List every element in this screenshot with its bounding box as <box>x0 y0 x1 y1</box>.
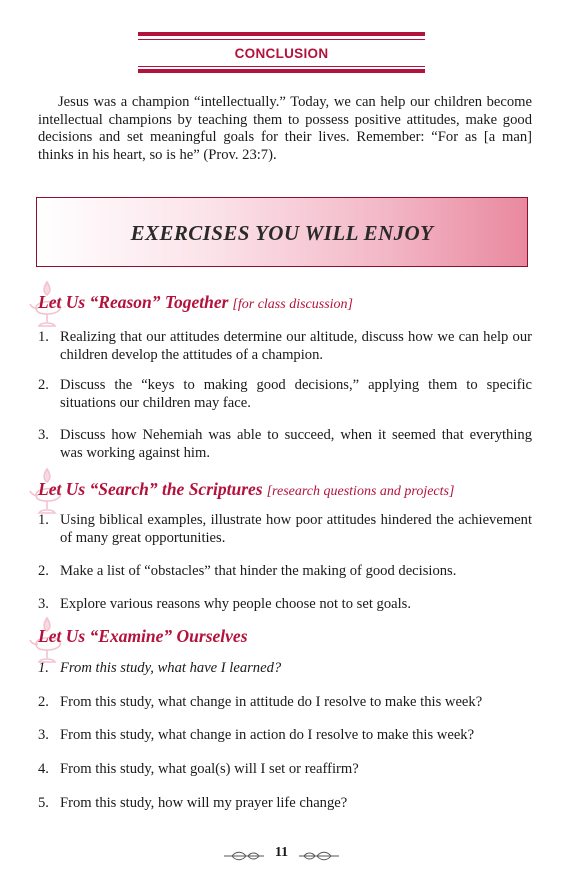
section-heading-examine <box>38 626 248 647</box>
item-number: 1. <box>38 512 49 528</box>
list-item <box>38 660 532 678</box>
list-item <box>38 563 532 581</box>
section-heading-text: Let Us “Search” the Scriptures <box>38 479 263 499</box>
list-item <box>38 727 532 745</box>
page-number: 11 <box>274 845 289 860</box>
item-number: 1. <box>38 660 49 676</box>
conclusion-paragraph <box>38 94 532 164</box>
item-number: 3. <box>38 427 49 443</box>
section-heading-text: Let Us “Reason” Together <box>38 292 229 312</box>
item-text: Make a list of “obstacles” that hinder the making of good decisions. <box>60 563 457 579</box>
section-heading-reason <box>38 292 353 313</box>
item-text: From this study, what goal(s) will I set or reaffirm? <box>60 761 359 777</box>
conclusion-title: CONCLUSION <box>234 46 329 61</box>
exercises-title: EXERCISES YOU WILL ENJOY <box>130 221 434 245</box>
list-item <box>38 694 532 712</box>
list-item <box>38 761 532 779</box>
section-heading-text: Let Us “Examine” Ourselves <box>38 626 248 646</box>
item-text: Discuss the “keys to making good decisions,” applying them to specific situations our children may face. <box>60 377 532 411</box>
page-footer <box>0 845 563 867</box>
item-text: Using biblical examples, illustrate how poor attitudes hindered the achievement of many great opportunities. <box>60 512 532 546</box>
leaf-flourish-icon <box>222 849 266 863</box>
item-text: From this study, what change in action do I resolve to make this week? <box>60 727 475 743</box>
item-number: 5. <box>38 795 49 811</box>
section-subheading: [research questions and projects] <box>266 484 455 499</box>
item-text: Discuss how Nehemiah was able to succeed, when it seemed that everything was working against him. <box>60 427 532 461</box>
item-text: Explore various reasons why people choose not to set goals. <box>60 596 411 612</box>
item-text: From this study, what have I learned? <box>60 660 282 676</box>
conclusion-rule-bottom-thick <box>138 69 425 73</box>
item-number: 2. <box>38 563 49 579</box>
item-number: 2. <box>38 694 49 710</box>
leaf-flourish-icon <box>297 849 341 863</box>
item-text: From this study, what change in attitude do I resolve to make this week? <box>60 694 483 710</box>
item-number: 1. <box>38 329 49 345</box>
item-text: Realizing that our attitudes determine our altitude, discuss how we can help our children develop the attitudes of a champion. <box>60 329 532 363</box>
conclusion-rule-top-thick <box>138 32 425 36</box>
list-item <box>38 427 532 462</box>
item-text: From this study, how will my prayer life change? <box>60 795 348 811</box>
list-item <box>38 795 532 813</box>
section-subheading: [for class discussion] <box>232 297 353 312</box>
exercises-banner <box>36 197 528 267</box>
conclusion-rule-top-thin <box>138 39 425 40</box>
list-item <box>38 596 532 614</box>
item-number: 3. <box>38 727 49 743</box>
conclusion-rule-bottom-thin <box>138 66 425 67</box>
conclusion-paragraph-text: Jesus was a champion “intellectually.” Today, we can help our children become intellectual champions by teaching them to possess positive attitudes, make good decisions and set meaningful goals for their lives. Remember: “For as [a man] thinks in his heart, so is he” (Prov. 23:7). <box>38 94 532 163</box>
list-item <box>38 377 532 412</box>
section-heading-search <box>38 479 454 500</box>
list-item <box>38 512 532 547</box>
item-number: 3. <box>38 596 49 612</box>
list-item <box>38 329 532 364</box>
item-number: 4. <box>38 761 49 777</box>
item-number: 2. <box>38 377 49 393</box>
